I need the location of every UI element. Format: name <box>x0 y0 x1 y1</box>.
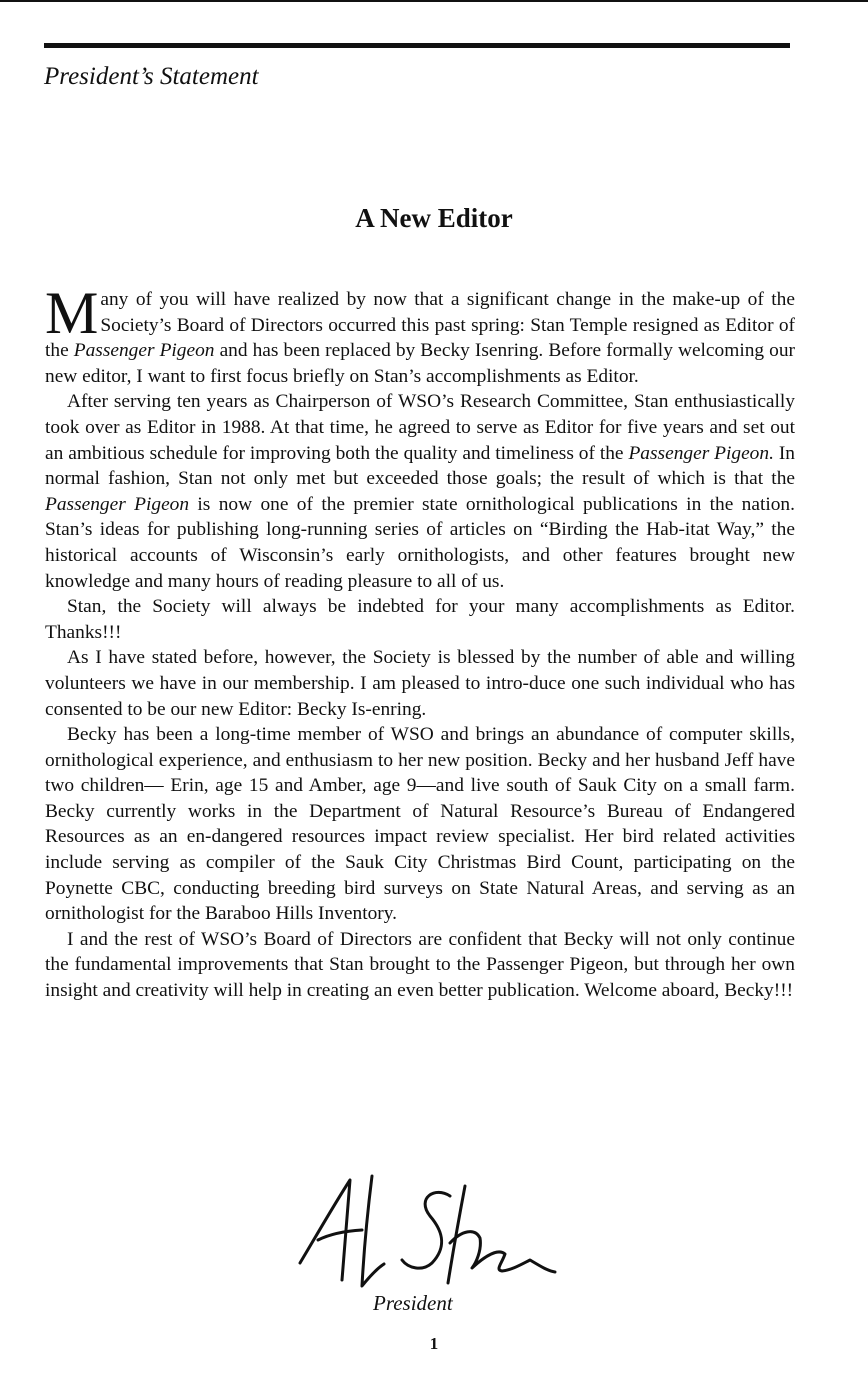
handwritten-signature <box>290 1168 565 1293</box>
top-edge-line <box>0 0 868 2</box>
paragraph-2-start: After serving ten years as Chairperson of WSO’s Research Committee, Stan enthusiastically took over as Editor in 1988. At that time, he agreed to serve as Editor for five years and set out an ambitious schedule for improving both the quality and timeliness of the <box>45 391 795 464</box>
paragraph-1-end: and has been replaced by Becky Isenring. Before formally welcoming our new editor, I want to first focus briefly on Stan’s accomplishments as Editor. <box>45 340 795 387</box>
article-title: A New Editor <box>355 203 513 233</box>
paragraph-4: As I have stated before, however, the Society is blessed by the number of able and willing volunteers we have in our membership. I am pleased to intro-duce one such individual who has consented to be our new Editor: Becky Is-enring. <box>45 647 795 720</box>
article-body <box>45 280 795 1004</box>
paragraph-2 <box>45 389 795 594</box>
section-title: President’s Statement <box>44 63 259 90</box>
journal-name: Passenger Pigeon <box>73 340 215 362</box>
paragraph-1 <box>45 280 795 389</box>
journal-name: Passenger Pigeon <box>45 493 190 515</box>
paragraph-6: I and the rest of WSO’s Board of Directors are confident that Becky will not only continue the fundamental improvements that Stan brought to the Passenger Pigeon, but through her own insight and creativity will help in creating an even better publication. Welcome aboard, Becky!!! <box>45 928 795 1002</box>
header-rule <box>44 43 790 48</box>
page-number: 1 <box>429 1334 439 1353</box>
paragraph-5: Becky has been a long-time member of WSO and brings an abundance of computer skills, ornithological experience, and enthusiasm to her new position. Becky and her husband Jeff have two children— Erin, age 15 and Amber, age 9—and live south of Sauk City on a small farm. Becky currently works in the Department of Natural Resource’s Bureau of Endangered Resources as an en-dangered resources impact review specialist. Her bird related activities include serving as compiler of the Sauk City Christmas Bird Count, participating on the Poynette CBC, conducting breeding bird surveys on State Natural Areas, and serving as an ornithologist for the Baraboo Hills Inventory. <box>45 724 795 925</box>
drop-cap: M <box>45 280 99 346</box>
paragraph-3: Stan, the Society will always be indebted for your many accomplishments as Editor. Thanks!!! <box>45 596 795 643</box>
paragraph-2-end: is now one of the premier state ornithological publications in the nation. Stan’s ideas for publishing long-running series of articles on “Birding the Hab-itat Way,” the historical accounts of Wisconsin’s early ornithologists, and other features brought new knowledge and many hours of reading pleasure to all of us. <box>45 493 795 592</box>
paragraph-1-text: any of you will have realized by now that a significant change in the make-up of the Society’s Board of Directors occurred this past spring: Stan Temple resigned as Editor of the <box>45 289 795 362</box>
signature-caption: President <box>373 1291 453 1315</box>
journal-name: Passenger Pigeon. <box>628 442 774 464</box>
paragraph-2-mid: In normal fashion, Stan not only met but exceeded those goals; the result of which is that the <box>45 442 795 490</box>
